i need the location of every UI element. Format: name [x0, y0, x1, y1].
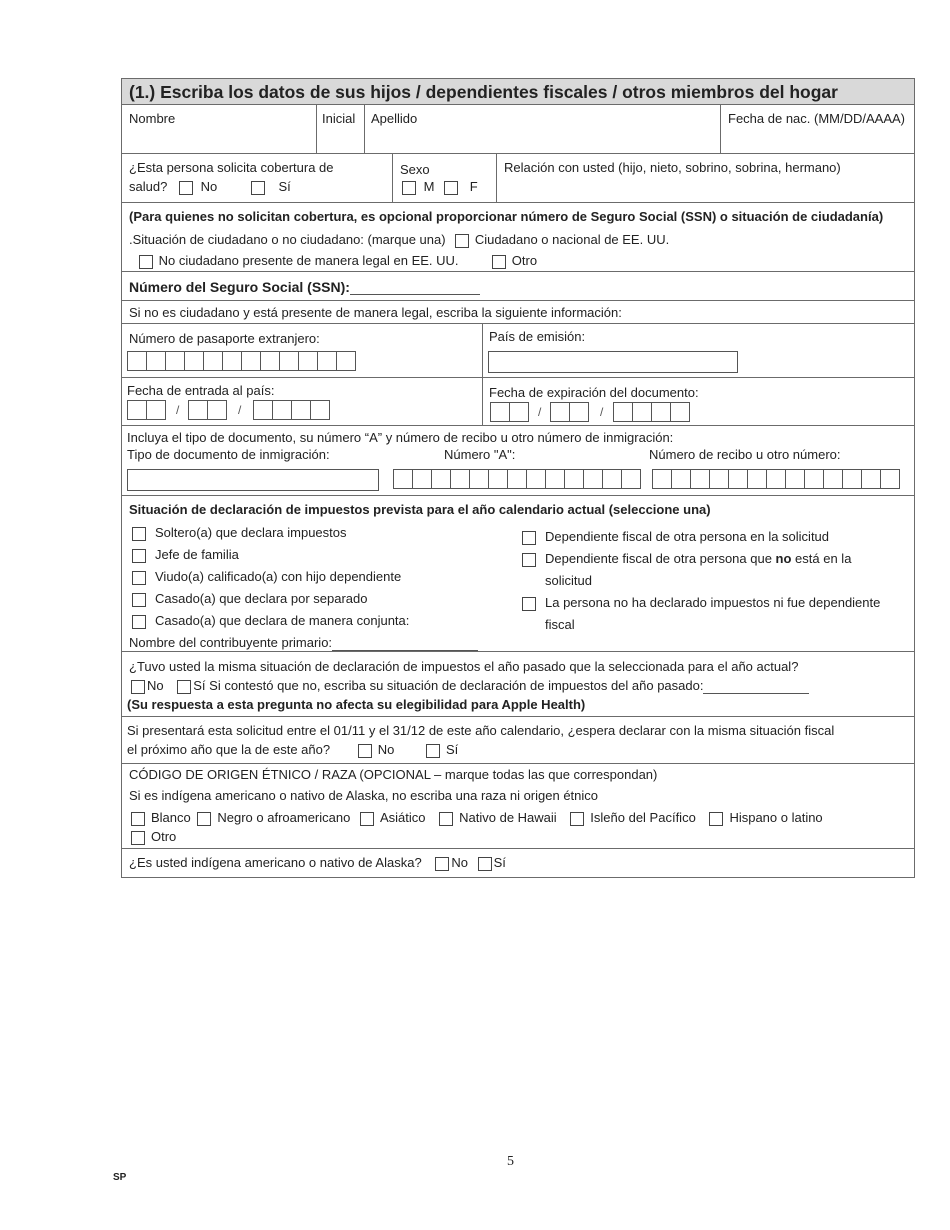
last-year-question: ¿Tuvo usted la misma situación de declaración de impuestos el año pasado que la seleccionada para el año actual? [129, 659, 799, 674]
receipt-boxes[interactable] [652, 469, 899, 489]
married-joint-checkbox[interactable] [132, 615, 146, 629]
sex-f-label: F [469, 179, 478, 194]
asian-label: Asiático [379, 810, 426, 825]
last-year-si-checkbox[interactable] [177, 680, 191, 694]
form-code: SP [113, 1172, 127, 1183]
doc-type-field[interactable] [127, 469, 379, 491]
hawaiian-label: Nativo de Hawaii [459, 810, 557, 825]
sex-m-checkbox[interactable] [402, 181, 416, 195]
entry-day-boxes[interactable] [188, 400, 226, 420]
citizenship-section [122, 203, 914, 272]
married-separate-checkbox[interactable] [132, 593, 146, 607]
coverage-si-label: Sí [278, 179, 291, 194]
next-year-line2: el próximo año que la de este año? [127, 742, 331, 757]
other-race-label: Otro [151, 829, 177, 844]
native-no-label: No [451, 855, 468, 870]
expiry-day-boxes[interactable] [550, 402, 588, 422]
passport-label: Número de pasaporte extranjero: [129, 331, 320, 346]
a-number-label: Número "A": [444, 447, 516, 462]
a-number-boxes[interactable] [393, 469, 640, 489]
entry-month-boxes[interactable] [127, 400, 165, 420]
tax-filing-title: Situación de declaración de impuestos prevista para el año calendario actual (seleccione una) [129, 502, 711, 517]
expiry-date-label: Fecha de expiración del documento: [489, 385, 699, 400]
dates-row: Fecha de entrada al país: / / Fecha de expiración del documento: / / [122, 378, 914, 426]
sex-f-checkbox[interactable] [444, 181, 458, 195]
last-year-section [122, 652, 914, 717]
head-of-household-label: Jefe de familia [155, 547, 239, 562]
expiry-month-boxes[interactable] [490, 402, 528, 422]
native-question: ¿Es usted indígena americano o nativo de Alaska? [129, 855, 422, 870]
citizen-label: Ciudadano o nacional de EE. UU. [474, 232, 670, 247]
last-year-note: (Su respuesta a esta pregunta no afecta su elegibilidad para Apple Health) [127, 697, 586, 712]
hawaiian-checkbox[interactable] [439, 812, 453, 826]
expiry-year-boxes[interactable] [613, 402, 689, 422]
coverage-si-checkbox[interactable] [251, 181, 265, 195]
passport-row [122, 324, 914, 378]
coverage-question-2: salud? [129, 179, 168, 194]
coverage-question: ¿Esta persona solicita cobertura de [129, 160, 334, 175]
dependent-not-in-app-label-bold: no [775, 551, 792, 566]
next-year-section [122, 717, 914, 764]
inicial-label: Inicial [322, 111, 356, 126]
coverage-row [122, 154, 914, 203]
other-status-label: Otro [511, 253, 538, 268]
coverage-no-label: No [200, 179, 218, 194]
country-label: País de emisión: [489, 329, 586, 344]
native-no-checkbox[interactable] [435, 857, 449, 871]
pacific-islander-label: Isleño del Pacífico [590, 810, 696, 825]
citizenship-status-label: .Situación de ciudadano o no ciudadano: (marque una) [129, 232, 446, 247]
ethnic-note: Si es indígena americano o nativo de Alaska, no escriba una raza ni origen étnico [129, 788, 599, 803]
dependent-not-in-app-checkbox[interactable] [522, 553, 536, 567]
married-joint-label: Casado(a) que declara de manera conjunta: [155, 613, 410, 628]
white-checkbox[interactable] [131, 812, 145, 826]
dependent-in-app-label: Dependiente fiscal de otra persona en la solicitud [545, 529, 830, 544]
ethnic-section [122, 764, 914, 849]
pacific-islander-checkbox[interactable] [570, 812, 584, 826]
apellido-label: Apellido [371, 111, 418, 126]
hispanic-checkbox[interactable] [709, 812, 723, 826]
white-label: Blanco [151, 810, 191, 825]
native-si-checkbox[interactable] [478, 857, 492, 871]
dependent-not-in-app-label-b: está en la [791, 551, 852, 566]
last-year-status-field[interactable] [703, 680, 809, 694]
native-section [122, 849, 914, 877]
black-checkbox[interactable] [197, 812, 211, 826]
other-race-checkbox[interactable] [131, 831, 145, 845]
ssn-field[interactable] [350, 280, 480, 295]
doc-type-label: Tipo de documento de inmigración: [127, 447, 330, 462]
next-year-si-label: Sí [445, 742, 459, 757]
immigration-section [122, 426, 914, 496]
single-checkbox[interactable] [132, 527, 146, 541]
head-of-household-checkbox[interactable] [132, 549, 146, 563]
dependent-not-in-app-label-a: Dependiente fiscal de otra persona que [545, 551, 776, 566]
hispanic-label: Hispano o latino [729, 810, 823, 825]
sexo-label: Sexo [400, 162, 430, 177]
ethnic-title: CÓDIGO DE ORIGEN ÉTNICO / RAZA (OPCIONAL – marque todas las que correspondan) [129, 767, 658, 782]
last-year-no-label: No [147, 678, 164, 693]
nombre-label: Nombre [129, 111, 176, 126]
no-filing-checkbox[interactable] [522, 597, 536, 611]
other-status-checkbox[interactable] [492, 255, 506, 269]
primary-taxpayer-field[interactable] [332, 637, 478, 651]
page-number: 5 [507, 1154, 514, 1169]
noncitizen-checkbox[interactable] [139, 255, 153, 269]
ssn-section [122, 272, 914, 301]
next-year-no-label: No [377, 742, 395, 757]
widow-label: Viudo(a) calificado(a) con hijo dependiente [155, 569, 402, 584]
noncitizen-label: No ciudadano presente de manera legal en EE. UU. [158, 253, 459, 268]
dependent-in-app-checkbox[interactable] [522, 531, 536, 545]
asian-checkbox[interactable] [360, 812, 374, 826]
country-field[interactable] [488, 351, 738, 373]
entry-date-label: Fecha de entrada al país: [127, 383, 275, 398]
last-year-si-label: Sí Si contestó que no, escriba su situación de declaración de impuestos del año pasado: [193, 678, 704, 693]
fecha-nac-label: Fecha de nac. (MM/DD/AAAA) [728, 111, 905, 126]
widow-checkbox[interactable] [132, 571, 146, 585]
name-row [122, 105, 914, 154]
relacion-label: Relación con usted (hijo, nieto, sobrino, sobrina, hermano) [504, 160, 841, 175]
primary-taxpayer-label: Nombre del contribuyente primario: [129, 635, 333, 650]
receipt-label: Número de recibo u otro número: [649, 447, 841, 462]
citizenship-note: (Para quienes no solicitan cobertura, es opcional proporcionar número de Seguro Social (SSN) o situación de ciudadanía) [129, 209, 884, 224]
section-title: (1.) Escriba los datos de sus hijos / dependientes fiscales / otros miembros del hogar [122, 79, 914, 105]
native-si-label: Sí [493, 855, 506, 870]
black-label: Negro o afroamericano [217, 810, 351, 825]
married-separate-label: Casado(a) que declara por separado [155, 591, 368, 606]
no-filing-label-b: fiscal [545, 617, 575, 632]
coverage-no-checkbox[interactable] [179, 181, 193, 195]
ssn-label: Número del Seguro Social (SSN): [129, 279, 350, 295]
dependent-not-in-app-label-c: solicitud [545, 573, 592, 588]
household-members-form [121, 78, 915, 878]
last-year-no-checkbox[interactable] [131, 680, 145, 694]
immigration-instruction: Incluya el tipo de documento, su número “A” y número de recibo u otro número de inmigración: [127, 430, 674, 445]
no-filing-label: La persona no ha declarado impuestos ni fue dependiente [545, 595, 881, 610]
next-year-line1: Si presentará esta solicitud entre el 01/11 y el 31/12 de este año calendario, ¿espera declarar con la misma situación fiscal [127, 723, 835, 738]
single-label: Soltero(a) que declara impuestos [155, 525, 347, 540]
entry-year-boxes[interactable] [253, 400, 329, 420]
tax-filing-section [122, 496, 914, 652]
sex-m-label: M [423, 179, 435, 194]
noncitizen-instruction: Si no es ciudadano y está presente de manera legal, escriba la siguiente información: [129, 305, 622, 320]
next-year-no-checkbox[interactable] [358, 744, 372, 758]
passport-boxes[interactable] [127, 351, 355, 371]
next-year-si-checkbox[interactable] [426, 744, 440, 758]
noncitizen-instruction-row [122, 301, 914, 324]
citizen-checkbox[interactable] [455, 234, 469, 248]
